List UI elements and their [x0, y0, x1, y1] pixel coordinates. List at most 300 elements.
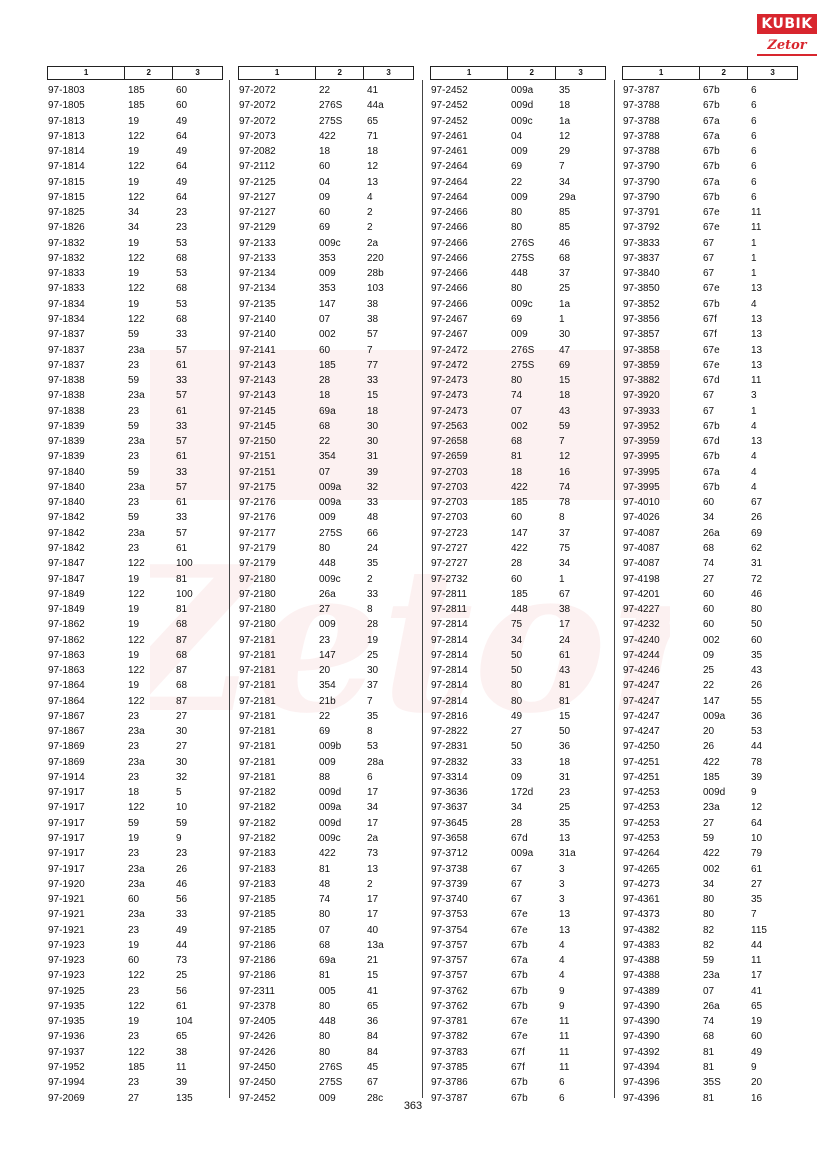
position-cell: 68: [559, 252, 571, 264]
part-number-cell: 97-2182: [239, 833, 276, 845]
figure-cell: 19: [128, 268, 140, 280]
figure-cell: 35S: [703, 1077, 721, 1089]
figure-cell: 27: [703, 573, 715, 585]
table-row: [238, 755, 414, 770]
part-number-cell: 97-1839: [48, 451, 85, 463]
position-cell: 25: [559, 283, 571, 295]
table-row: [47, 510, 223, 525]
table-row: [47, 678, 223, 693]
position-cell: 12: [559, 451, 571, 463]
part-number-cell: 97-3645: [431, 817, 468, 829]
part-number-cell: 97-2151: [239, 451, 276, 463]
part-number-cell: 97-1815: [48, 191, 85, 203]
position-cell: 49: [751, 1046, 763, 1058]
part-number-cell: 97-3920: [623, 390, 660, 402]
table-row: [238, 938, 414, 953]
table-row: [622, 129, 798, 144]
part-number-cell: 97-4246: [623, 665, 660, 677]
table-row: [430, 709, 606, 724]
part-number-cell: 97-3636: [431, 787, 468, 799]
figure-cell: 81: [703, 1092, 715, 1104]
table-row: [238, 862, 414, 877]
figure-cell: 67: [511, 878, 523, 890]
figure-cell: 09: [511, 771, 523, 783]
table-row: [622, 114, 798, 129]
position-cell: 62: [751, 542, 763, 554]
figure-cell: 67e: [703, 359, 720, 371]
figure-cell: 009c: [319, 833, 341, 845]
position-cell: 6: [751, 115, 757, 127]
part-number-cell: 97-4026: [623, 512, 660, 524]
figure-cell: 60: [319, 344, 331, 356]
figure-cell: 68: [703, 542, 715, 554]
table-row: [47, 724, 223, 739]
figure-cell: 26a: [703, 1000, 720, 1012]
position-cell: 37: [559, 268, 571, 280]
part-number-cell: 97-2134: [239, 268, 276, 280]
header-position: 3: [195, 68, 200, 77]
figure-cell: 80: [319, 1046, 331, 1058]
position-cell: 73: [367, 848, 379, 860]
figure-cell: 122: [128, 558, 145, 570]
part-number-cell: 97-1838: [48, 390, 85, 402]
table-row: [47, 266, 223, 281]
part-number-cell: 97-1840: [48, 466, 85, 478]
part-number-cell: 97-2452: [431, 85, 468, 96]
position-cell: 50: [559, 726, 571, 738]
part-number-cell: 97-2822: [431, 726, 468, 738]
figure-cell: 122: [128, 283, 145, 295]
figure-cell: 69: [511, 161, 523, 173]
position-cell: 100: [176, 558, 193, 570]
position-cell: 81: [176, 573, 188, 585]
table-row: [622, 373, 798, 388]
figure-cell: 68: [703, 1031, 715, 1043]
table-row: [622, 968, 798, 983]
table-row: [430, 755, 606, 770]
table-row: [622, 465, 798, 480]
position-cell: 2: [367, 878, 373, 890]
table-row: [622, 755, 798, 770]
part-number-cell: 97-2176: [239, 512, 276, 524]
part-number-cell: 97-1920: [48, 878, 85, 890]
table-row: [430, 159, 606, 174]
svg-text:Zetor: eto: [253, 523, 607, 758]
part-number-cell: 97-3788: [623, 130, 660, 142]
figure-cell: 67a: [511, 955, 528, 967]
position-cell: 60: [751, 1031, 763, 1043]
figure-cell: 34: [128, 222, 140, 234]
figure-cell: 60: [703, 497, 715, 509]
position-cell: 4: [559, 939, 565, 951]
position-cell: 10: [176, 802, 188, 814]
part-number-cell: 97-2125: [239, 176, 276, 188]
position-cell: 1: [559, 313, 565, 325]
figure-cell: 67a: [703, 130, 720, 142]
position-cell: 60: [176, 100, 188, 112]
part-number-cell: 97-2072: [239, 100, 276, 112]
table-row: [238, 770, 414, 785]
position-cell: 6: [559, 1092, 565, 1104]
position-cell: 49: [176, 924, 188, 936]
table-row: [430, 98, 606, 113]
figure-cell: 67b: [703, 191, 720, 203]
part-number-cell: 97-3753: [431, 909, 468, 921]
figure-cell: 67f: [703, 313, 717, 325]
table-row: [430, 251, 606, 266]
position-cell: 81: [559, 680, 571, 692]
table-row: [430, 541, 606, 556]
figure-cell: 07: [319, 466, 331, 478]
table-row: [430, 984, 606, 999]
position-cell: 26: [751, 680, 763, 692]
position-cell: 66: [367, 527, 379, 539]
part-number-cell: 97-2703: [431, 512, 468, 524]
position-cell: 7: [559, 161, 565, 173]
position-cell: 64: [751, 817, 763, 829]
table-row: [430, 465, 606, 480]
table-row: [238, 999, 414, 1014]
table-row: [47, 129, 223, 144]
table-row: [622, 587, 798, 602]
figure-cell: 67b: [511, 939, 528, 951]
part-number-cell: 97-2072: [239, 85, 276, 96]
position-cell: 1a: [559, 115, 571, 127]
figure-cell: 185: [128, 100, 145, 112]
position-cell: 1: [751, 268, 757, 280]
figure-cell: 60: [319, 161, 331, 173]
table-row: [430, 617, 606, 632]
part-number-cell: 97-1825: [48, 207, 85, 219]
table-row: [622, 694, 798, 709]
figure-cell: 18: [319, 146, 331, 158]
position-cell: 11: [559, 1031, 570, 1043]
part-number-cell: 97-4240: [623, 634, 660, 646]
table-row: [622, 907, 798, 922]
table-row: [622, 800, 798, 815]
part-number-cell: 97-1925: [48, 985, 85, 997]
figure-cell: 23: [128, 497, 140, 509]
column-divider: [422, 80, 423, 1098]
table-row: [622, 953, 798, 968]
part-number-cell: 97-4244: [623, 649, 660, 661]
figure-cell: 67b: [703, 481, 720, 493]
figure-cell: 59: [128, 512, 140, 524]
position-cell: 13a: [367, 939, 384, 951]
position-cell: 35: [559, 817, 571, 829]
part-number-cell: 97-4227: [623, 604, 660, 616]
figure-cell: 19: [128, 146, 140, 158]
table-row: [47, 236, 223, 251]
position-cell: 56: [176, 894, 188, 906]
part-number-cell: 97-1935: [48, 1000, 85, 1012]
position-cell: 28: [367, 619, 379, 631]
position-cell: 39: [751, 771, 763, 783]
table-column-1: [47, 66, 223, 1106]
part-number-cell: 97-3738: [431, 863, 468, 875]
figure-cell: 19: [128, 649, 140, 661]
position-cell: 84: [367, 1031, 379, 1043]
position-cell: 31: [751, 558, 763, 570]
part-number-cell: 97-2426: [239, 1046, 276, 1058]
part-number-cell: 97-3790: [623, 191, 660, 203]
position-cell: 2: [367, 573, 373, 585]
table-row: [238, 98, 414, 113]
part-number-cell: 97-2811: [431, 588, 467, 600]
part-number-cell: 97-3995: [623, 466, 660, 478]
figure-cell: 23a: [128, 527, 145, 539]
part-number-cell: 97-4382: [623, 924, 660, 936]
part-number-cell: 97-2466: [431, 207, 468, 219]
figure-cell: 67f: [511, 1062, 525, 1073]
position-cell: 12: [367, 161, 379, 173]
part-number-cell: 97-2177: [239, 527, 276, 539]
figure-cell: 67: [703, 390, 715, 402]
part-number-cell: 97-3787: [431, 1092, 468, 1104]
position-cell: 34: [559, 176, 571, 188]
part-number-cell: 97-2150: [239, 436, 276, 448]
table-row: [47, 800, 223, 815]
table-row: [622, 144, 798, 159]
table-row: [238, 220, 414, 235]
table-row: [622, 617, 798, 632]
table-row: [622, 343, 798, 358]
position-cell: 11: [751, 375, 762, 387]
position-cell: 61: [176, 542, 188, 554]
position-cell: 80: [751, 604, 763, 616]
part-number-cell: 97-2466: [431, 237, 468, 249]
table-row: [622, 602, 798, 617]
figure-cell: 60: [128, 955, 140, 967]
figure-cell: 22: [319, 85, 331, 96]
table-row: [430, 526, 606, 541]
figure-cell: 009: [319, 268, 336, 280]
part-number-cell: 97-1867: [48, 710, 85, 722]
position-cell: 69: [559, 359, 571, 371]
position-cell: 115: [751, 924, 767, 936]
figure-cell: 82: [703, 939, 715, 951]
position-cell: 16: [751, 1092, 763, 1104]
position-cell: 1: [751, 252, 757, 264]
table-row: [47, 327, 223, 342]
figure-cell: 009a: [319, 802, 342, 814]
figure-cell: 26a: [703, 527, 720, 539]
figure-cell: 23a: [128, 481, 145, 493]
table-row: [430, 114, 606, 129]
position-cell: 25: [559, 802, 571, 814]
part-number-cell: 97-1864: [48, 680, 85, 692]
table-row: [47, 633, 223, 648]
position-cell: 4: [751, 420, 757, 432]
part-number-cell: 97-1921: [48, 894, 85, 906]
table-row: [47, 312, 223, 327]
part-number-cell: 97-2703: [431, 481, 468, 493]
header-figure: 2: [700, 67, 748, 79]
figure-cell: 67: [703, 268, 715, 280]
table-row: [47, 343, 223, 358]
part-number-cell: 97-2727: [431, 542, 468, 554]
table-row: [622, 327, 798, 342]
part-number-cell: 97-3788: [623, 115, 660, 127]
position-cell: 18: [559, 756, 571, 768]
part-number-cell: 97-3757: [431, 955, 468, 967]
part-number-cell: 97-4247: [623, 726, 660, 738]
position-cell: 1: [751, 237, 757, 249]
part-number-cell: 97-1937: [48, 1046, 85, 1058]
position-cell: 17: [367, 909, 379, 921]
figure-cell: 185: [511, 497, 528, 509]
part-number-cell: 97-1869: [48, 741, 85, 753]
part-number-cell: 97-1842: [48, 542, 85, 554]
part-number-cell: 97-2127: [239, 207, 276, 219]
position-cell: 13: [751, 313, 763, 325]
figure-cell: 67b: [703, 451, 720, 463]
position-cell: 1: [751, 405, 757, 417]
part-number-cell: 97-2182: [239, 802, 276, 814]
table-row: [47, 1075, 223, 1090]
position-cell: 48: [367, 512, 379, 524]
position-cell: 9: [559, 985, 565, 997]
figure-cell: 25: [703, 665, 715, 677]
table-row: [238, 602, 414, 617]
part-number-cell: 97-1917: [48, 802, 85, 814]
part-number-cell: 97-3786: [431, 1077, 468, 1089]
table-row: [430, 343, 606, 358]
table-row: [622, 923, 798, 938]
part-number-cell: 97-3857: [623, 329, 660, 341]
part-number-cell: 97-2181: [239, 771, 276, 783]
table-row: [238, 846, 414, 861]
position-cell: 27: [176, 710, 188, 722]
table-row: [238, 251, 414, 266]
position-cell: 81: [176, 604, 188, 616]
column-header: [430, 66, 606, 80]
part-number-cell: 97-2143: [239, 359, 276, 371]
figure-cell: 122: [128, 252, 145, 264]
part-number-cell: 97-2814: [431, 649, 468, 661]
part-number-cell: 97-3788: [623, 146, 660, 158]
position-cell: 60: [176, 85, 188, 96]
figure-cell: 18: [511, 466, 523, 478]
figure-cell: 67: [703, 405, 715, 417]
part-number-cell: 97-4250: [623, 741, 660, 753]
table-row: [622, 190, 798, 205]
part-number-cell: 97-2466: [431, 222, 468, 234]
position-cell: 33: [367, 497, 379, 509]
table-row: [622, 1014, 798, 1029]
position-cell: 10: [751, 833, 763, 845]
table-row: [238, 495, 414, 510]
position-cell: 6: [751, 85, 757, 96]
figure-cell: 23a: [703, 802, 720, 814]
part-number-cell: 97-4247: [623, 695, 660, 707]
part-number-cell: 97-3739: [431, 878, 468, 890]
column-divider: [229, 80, 230, 1098]
part-number-cell: 97-2467: [431, 313, 468, 325]
position-cell: 68: [176, 252, 188, 264]
table-row: [430, 816, 606, 831]
position-cell: 4: [559, 955, 565, 967]
part-number-cell: 97-4251: [623, 771, 660, 783]
table-row: [47, 190, 223, 205]
part-number-cell: 97-1862: [48, 634, 85, 646]
position-cell: 53: [751, 726, 763, 738]
position-cell: 50: [751, 619, 763, 631]
part-number-cell: 97-2464: [431, 161, 468, 173]
position-cell: 18: [367, 405, 379, 417]
part-number-cell: 97-4087: [623, 558, 660, 570]
part-number-cell: 97-3882: [623, 375, 660, 387]
position-cell: 75: [559, 542, 571, 554]
part-number-cell: 97-3754: [431, 924, 468, 936]
position-cell: 64: [176, 191, 188, 203]
table-row: [47, 1045, 223, 1060]
table-row: [622, 709, 798, 724]
figure-cell: 185: [319, 359, 336, 371]
figure-cell: 19: [128, 833, 140, 845]
figure-cell: 67a: [703, 176, 720, 188]
figure-cell: 009d: [319, 817, 342, 829]
part-number-cell: 97-4253: [623, 802, 660, 814]
figure-cell: 19: [128, 237, 140, 249]
table-row: [430, 480, 606, 495]
position-cell: 61: [559, 649, 571, 661]
position-cell: 32: [367, 481, 379, 493]
part-number-cell: 97-4390: [623, 1016, 660, 1028]
position-cell: 39: [176, 1077, 188, 1089]
column-header: [622, 66, 798, 80]
table-row: [238, 1045, 414, 1060]
position-cell: 78: [559, 497, 571, 509]
part-number-cell: 97-2181: [239, 665, 276, 677]
position-cell: 43: [751, 665, 763, 677]
part-number-cell: 97-2450: [239, 1062, 276, 1073]
part-number-cell: 97-3787: [623, 85, 660, 96]
table-row: [238, 694, 414, 709]
part-number-cell: 97-4201: [623, 588, 660, 600]
position-cell: 24: [559, 634, 571, 646]
position-cell: 57: [367, 329, 379, 341]
part-number-cell: 97-1952: [48, 1062, 85, 1073]
position-cell: 31a: [559, 848, 576, 860]
column-rows: [238, 83, 414, 1106]
figure-cell: 60: [319, 207, 331, 219]
part-number-cell: 97-1826: [48, 222, 85, 234]
position-cell: 53: [176, 298, 188, 310]
figure-cell: 27: [128, 1092, 140, 1104]
position-cell: 61: [176, 359, 188, 371]
part-number-cell: 97-3658: [431, 833, 468, 845]
column-rows: [622, 83, 798, 1106]
figure-cell: 80: [319, 1000, 331, 1012]
table-row: [47, 1060, 223, 1075]
table-row: [622, 938, 798, 953]
figure-cell: 009: [511, 191, 528, 203]
position-cell: 46: [176, 878, 188, 890]
part-number-cell: 97-2145: [239, 405, 276, 417]
position-cell: 9: [751, 1062, 757, 1073]
position-cell: 9: [559, 1000, 565, 1012]
table-row: [430, 663, 606, 678]
part-number-cell: 97-2473: [431, 375, 468, 387]
part-number-cell: 97-1805: [48, 100, 85, 112]
part-number-cell: 97-4394: [623, 1062, 660, 1073]
kubik-zetor-logo: [757, 14, 817, 64]
table-row: [47, 98, 223, 113]
part-number-cell: 97-1923: [48, 939, 85, 951]
position-cell: 55: [751, 695, 763, 707]
table-row: [430, 281, 606, 296]
